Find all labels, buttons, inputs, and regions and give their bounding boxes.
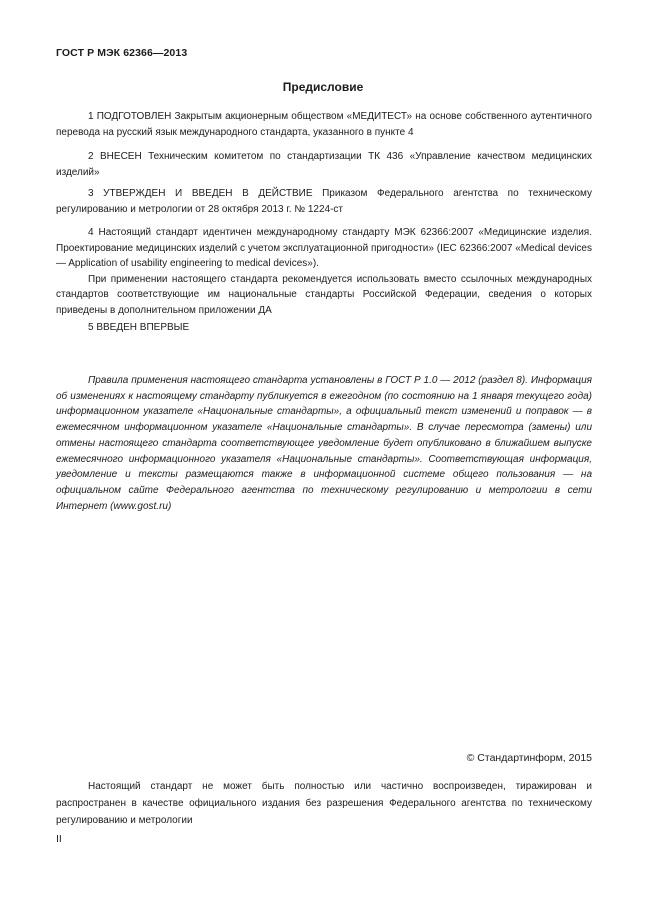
section-4-note: При применении настоящего стандарта рекомендуется использовать вместо ссылочных международных стандартов соответствующие им национальные стандарты Российской Федерации, сведения о которых приведены в дополнительном приложении ДА bbox=[56, 273, 592, 316]
standard-id-header: ГОСТ Р МЭК 62366—2013 bbox=[56, 47, 188, 59]
usage-rules-text: Правила применения настоящего стандарта установлены в ГОСТ Р 1.0 — 2012 (раздел 8). Информация об изменениях к настоящему стандарту публикуется в ежегодном (по состоянию на 1 января текущего года) информационном указателе «Национальные стандарты», а официальный текст изменений и поправок — в ежемесячном информационном указателе «Национальные стандарты». В случае пересмотра (замены) или отмены настоящего стандарта соответствующее уведомление будет опубликовано в ближайшем выпуске ежемесячного информационного указателя «Национальные стандарты». Соответствующая информация, уведомление и тексты размещаются также в информационной системе общего пользования — на официальном сайте Федерального агентства по техническому регулированию и метрологии в сети Интернет (www.gost.ru) bbox=[56, 375, 592, 512]
usage-rules-note bbox=[56, 373, 592, 514]
section-2-text: 2 ВНЕСЕН Техническим комитетом по стандартизации ТК 436 «Управление качеством медицинских изделий» bbox=[56, 151, 592, 178]
copyright: © Стандартинформ, 2015 bbox=[466, 752, 592, 764]
section-4 bbox=[56, 225, 592, 319]
section-5 bbox=[56, 320, 592, 336]
reproduction-notice bbox=[56, 778, 592, 829]
page-title: Предисловие bbox=[282, 80, 364, 94]
section-1 bbox=[56, 109, 592, 140]
section-1-text: 1 ПОДГОТОВЛЕН Закрытым акционерным обществом «МЕДИТЕСТ» на основе собственного аутентичного перевода на русский язык международного стандарта, указанного в пункте 4 bbox=[56, 111, 592, 138]
section-3 bbox=[56, 186, 592, 217]
section-3-text: 3 УТВЕРЖДЕН И ВВЕДЕН В ДЕЙСТВИЕ Приказом Федерального агентства по техническому регулированию и метрологии от 28 октября 2013 г. № 1224-ст bbox=[56, 188, 592, 215]
reproduction-text: Настоящий стандарт не может быть полностью или частично воспроизведен, тиражирован и распространен в качестве официального издания без разрешения Федерального агентства по техническому регулированию и метрологии bbox=[56, 781, 592, 826]
section-4-text: 4 Настоящий стандарт идентичен международному стандарту МЭК 62366:2007 «Медицинские изделия. Проектирование медицинских изделий с учетом эксплуатационной пригодности» (IEC 62366:2007 «Medical devices — Application of usability engineering to medical devices»). bbox=[56, 227, 592, 270]
section-2 bbox=[56, 149, 592, 180]
section-5-text: 5 ВВЕДЕН ВПЕРВЫЕ bbox=[88, 322, 190, 333]
page-number: II bbox=[56, 833, 62, 845]
